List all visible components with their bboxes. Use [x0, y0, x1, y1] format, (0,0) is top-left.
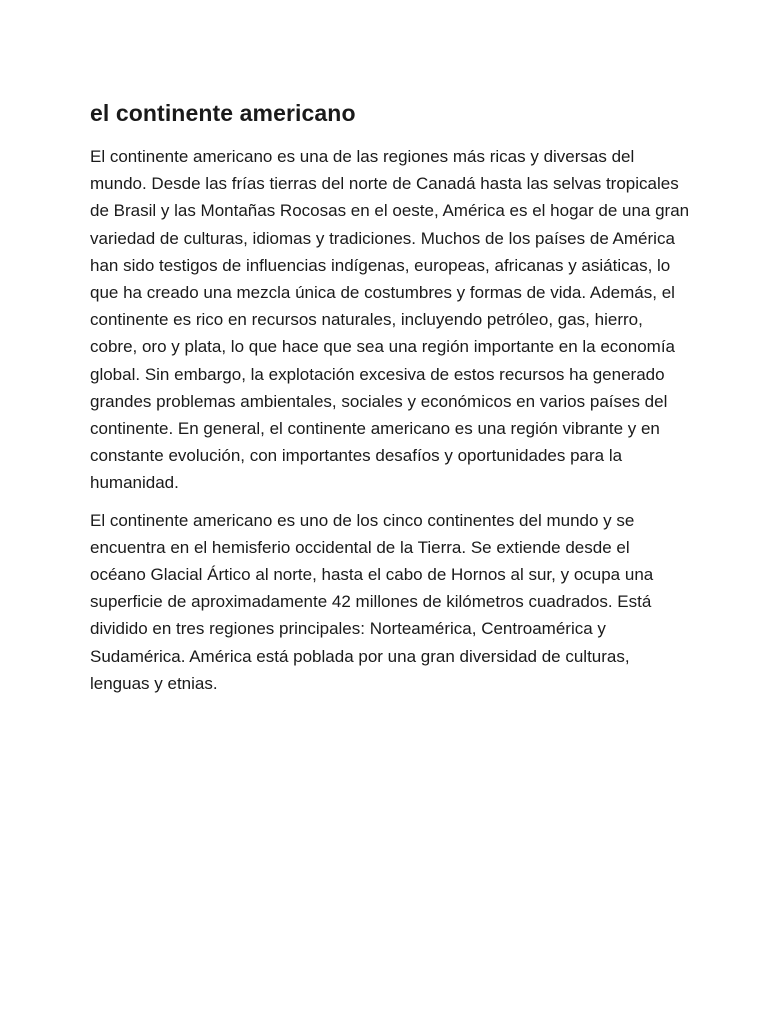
paragraph-2: El continente americano es uno de los cinco continentes del mundo y se encuentra en el hemisferio occidental de la Tierra. Se extiende desde el océano Glacial Ártico al norte, hasta el cabo de Hornos al sur, y ocupa una superficie de aproximadamente 42 millones de kilómetros cuadrados. Está dividido en tres regiones principales: Norteamérica, Centroamérica y Sudamérica. América está poblada por una gran diversidad de culturas, lenguas y etnias. [90, 510, 654, 693]
document-title: el continente americano [90, 100, 356, 126]
paragraph-1: El continente americano es una de las regiones más ricas y diversas del mundo. Desde las frías tierras del norte de Canadá hasta las selvas tropicales de Brasil y las Montañas Rocosas en el oeste, América es el hogar de una gran variedad de culturas, idiomas y tradiciones. Muchos de los países de América han sido testigos de influencias indígenas, europeas, africanas y asiáticas, lo que ha creado una mezcla única de costumbres y formas de vida. Además, el continente es rico en recursos naturales, incluyendo petróleo, gas, hierro, cobre, oro y plata, lo que hace que sea una región importante en la economía global. Sin embargo, la explotación excesiva de estos recursos ha generado grandes problemas ambientales, sociales y económicos en varios países del continente. En general, el continente americano es una región vibrante y en constante evolución, con importantes desafíos y oportunidades para la humanidad. [90, 147, 690, 493]
document-body [90, 97, 690, 707]
